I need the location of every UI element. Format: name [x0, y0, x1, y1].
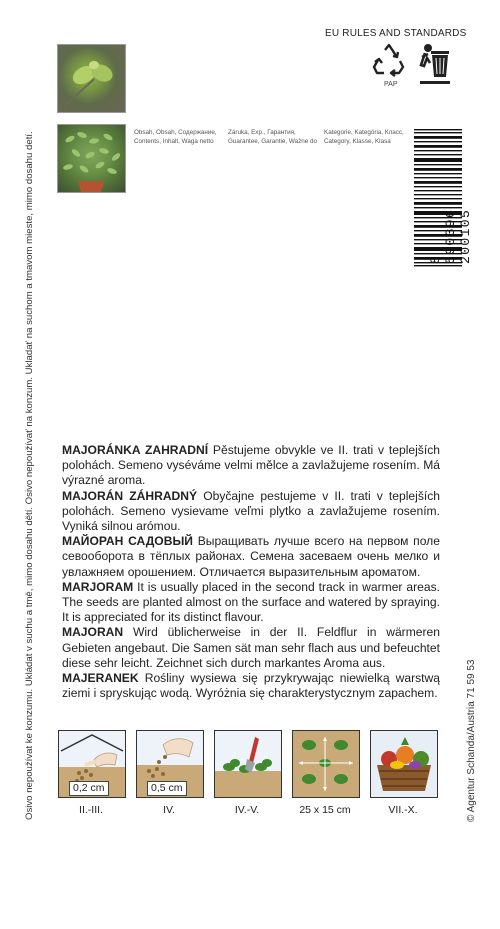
marjoram-pot-photo — [57, 124, 126, 193]
indoor-sowing-icon — [58, 730, 126, 798]
description-sk — [62, 489, 440, 535]
description-text: It is usually placed in the second track in warmer areas. The seeds are planted almost on the surface and watered by spraying. It is appreciated for its distinct flavour. — [62, 579, 440, 625]
guarantee-line: Záruka, Exp., Гарантия, — [228, 129, 296, 136]
description-text: Выращивать лучше всего на первом поле севооборота в тёплых районах. Семена засеваем очень мелко и увлажняем орошением. Отличается выразительным ароматом. — [62, 534, 440, 579]
spacing-icon — [292, 730, 360, 798]
description-text: Wird üblicherweise in der II. Feldflur in wärmeren Gebieten angebaut. Die Samen sät man sehr flach aus und befeuchtet diese sehr leicht. Zeichnet sich durch markantes Aroma aus. — [62, 625, 440, 670]
depth-label: 0,5 cm — [147, 781, 187, 796]
guarantee-line: Guarantee, Garantie, Ważne do — [228, 138, 318, 145]
category-line: Kategorie, Kategória, Класс, — [324, 129, 404, 136]
description-de — [62, 625, 440, 671]
icon-label: II.-III. — [79, 804, 103, 816]
recycle-icon — [372, 43, 406, 77]
icon-label: VII.-X. — [388, 804, 418, 816]
barcode-number: 8 590396 200105 — [428, 208, 473, 264]
eu-rules-title: EU RULES AND STANDARDS — [325, 28, 467, 39]
description-title: MAJORÁNKA ZAHRADNÍ — [62, 443, 209, 457]
description-title: MARJORAM — [62, 579, 134, 594]
side-warning — [2, 0, 42, 929]
icon-label: IV. — [163, 804, 175, 816]
guarantee-label — [228, 128, 317, 146]
icon-label: IV.-V. — [234, 804, 260, 816]
transplanting-icon — [214, 730, 282, 798]
trash-bin-icon — [418, 41, 452, 85]
contents-line: Contents, Inhalt, Waga netto — [134, 138, 214, 145]
description-cs — [62, 443, 440, 489]
description-title: МАЙОРАН САДОВЫЙ — [62, 534, 193, 549]
copyright-text: © Agentur Schanda/Austria 71 59 53 — [466, 659, 477, 822]
outdoor-sowing-icon — [136, 730, 204, 798]
description-title: MAJERANEK — [62, 671, 139, 686]
description-pl — [62, 671, 440, 701]
side-warning-text: Osivo nepoužívat ke konzumu. Ukládat v suchu a tmě, mimo dosahu dětí. Osivo nepoužívať na konzum. Ukladať na suchom a tmavom mieste, mimo dosahu detí. — [24, 131, 35, 820]
description-title: MAJORAN — [62, 625, 124, 640]
descriptions — [62, 443, 440, 701]
description-title: MAJORÁN ZÁHRADNÝ — [62, 488, 198, 503]
category-line: Category, Klasse, Klasa — [324, 138, 391, 145]
description-text: Pěstujeme obvykle ve II. trati v teplejších polohách. Semeno vyséváme velmi mělce a zavlažujeme rosením. Má výrazné aroma. — [62, 443, 440, 488]
depth-label: 0,2 cm — [69, 781, 109, 796]
seedling-photo — [57, 44, 126, 113]
contents-line: Obsah, Obsah, Содержание, — [134, 129, 217, 136]
description-en — [62, 580, 440, 626]
description-text: Rośliny wysiewa się przykrywając niewielką warstwą ziemi i spryskując wodą. Wyróżnia się charakterystycznym zapachem. — [62, 671, 440, 701]
icon-label: 25 x 15 cm — [299, 804, 351, 816]
description-ru — [62, 534, 440, 580]
category-label — [324, 128, 404, 146]
description-text: Obyčajne pestujeme v II. trati v teplejších polohách. Semeno vysievame veľmi plytko a zavlažujeme rosením. Vyniká silnou arómou. — [62, 488, 440, 534]
contents-label — [134, 128, 217, 146]
pap-label: PAP — [384, 81, 398, 88]
harvest-icon — [370, 730, 438, 798]
